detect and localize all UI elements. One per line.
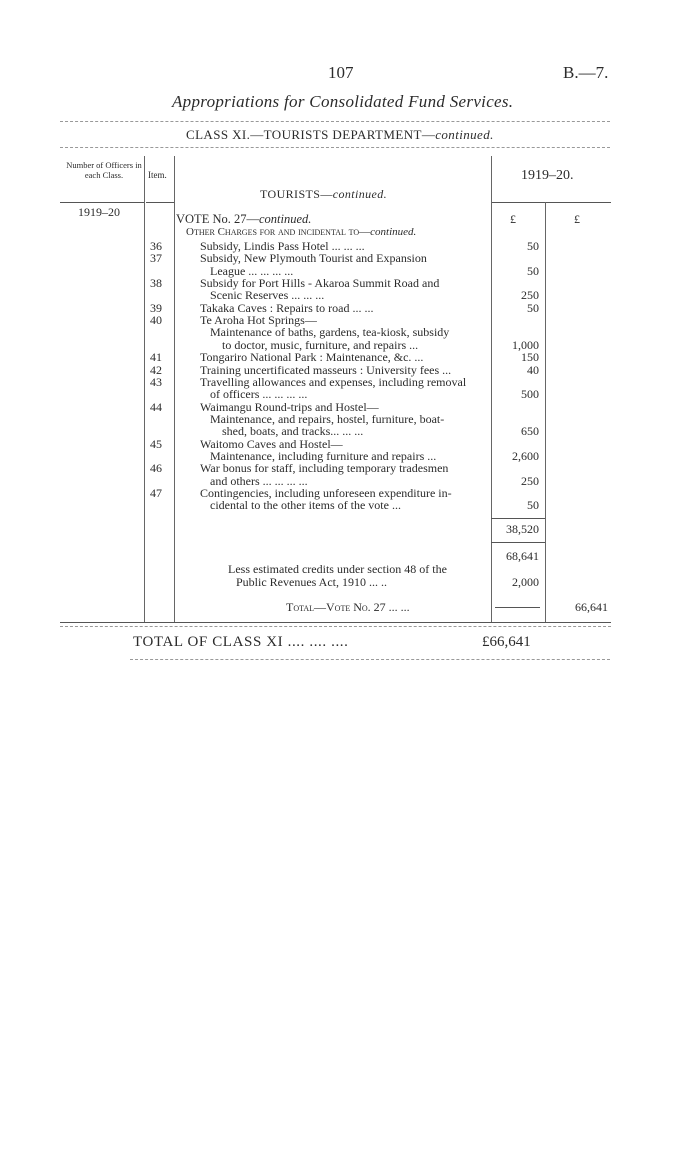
item-number: 44 xyxy=(150,399,162,414)
vote-total-label: Total—Vote No. 27 ... ... xyxy=(286,600,410,614)
column-rule xyxy=(144,156,145,622)
subtotal-amount: 38,520 xyxy=(506,522,539,536)
divider xyxy=(60,121,610,122)
total-rule xyxy=(495,607,540,608)
class-total-label: TOTAL OF CLASS XI .... .... .... xyxy=(133,634,349,650)
item-number: 47 xyxy=(150,486,162,500)
divider xyxy=(60,626,611,627)
item-description: Travelling allowances and expenses, including removal xyxy=(200,375,467,389)
class-heading xyxy=(186,127,494,143)
item-description: Subsidy, New Plymouth Tourist and Expansion xyxy=(200,252,427,266)
item-description: to doctor, music, furniture, and repairs ... xyxy=(222,338,419,352)
item-description: Te Aroha Hot Springs— xyxy=(200,314,317,328)
section-heading-continued: continued. xyxy=(332,187,388,201)
vote-title-continued: continued. xyxy=(258,212,312,226)
item-amount: 150 xyxy=(521,350,539,365)
column-rule xyxy=(545,202,546,622)
item-description: Takaka Caves : Repairs to road ... ... xyxy=(200,301,374,315)
divider xyxy=(130,659,610,660)
column-rule xyxy=(174,156,175,622)
item-number: 41 xyxy=(150,350,162,365)
item-description: League ... ... ... ... xyxy=(210,264,294,278)
item-description: Maintenance of baths, gardens, tea-kiosk, subsidy xyxy=(210,326,450,340)
item-description: cidental to the other items of the vote ... xyxy=(210,499,401,513)
item-amount: 2,600 xyxy=(512,448,539,463)
item-description: Training uncertificated masseurs : University fees ... xyxy=(200,363,452,377)
item-amount: 40 xyxy=(527,362,539,377)
item-description: Tongariro National Park : Maintenance, &c. ... xyxy=(200,351,424,365)
currency-symbol: £ xyxy=(510,212,516,226)
item-description: Scenic Reserves ... ... ... xyxy=(210,289,325,303)
header-rule xyxy=(146,202,174,203)
item-description: Subsidy for Port Hills - Akaroa Summit Road and xyxy=(200,277,440,291)
item-number: 38 xyxy=(150,276,162,291)
column-header-officers: Number of Officers in each Class. xyxy=(66,160,142,180)
item-amount: 650 xyxy=(521,424,539,439)
item-description: Waimangu Round-trips and Hostel— xyxy=(200,400,379,414)
item-description: Subsidy, Lindis Pass Hotel ... ... ... xyxy=(200,240,365,253)
item-amount: 50 xyxy=(527,239,539,253)
subtotal-rule xyxy=(491,518,545,519)
document-reference: B.—7. xyxy=(563,63,609,82)
vote-subheading-continued: continued. xyxy=(370,226,417,238)
item-number: 37 xyxy=(150,251,162,266)
vote-title xyxy=(176,212,311,227)
table-bottom-rule xyxy=(60,622,611,623)
officers-year: 1919–20 xyxy=(78,205,120,219)
item-amount: 1,000 xyxy=(512,337,539,352)
item-number: 36 xyxy=(150,239,162,253)
item-amount: 250 xyxy=(521,288,539,303)
item-number: 45 xyxy=(150,436,162,451)
item-description: Maintenance, and repairs, hostel, furniture, boat- xyxy=(210,412,445,426)
item-number: 43 xyxy=(150,374,162,389)
class-heading-text: CLASS XI.—TOURISTS DEPARTMENT— xyxy=(186,127,436,142)
page-title: Appropriations for Consolidated Fund Services. xyxy=(172,92,514,111)
subtotal-amount: 68,641 xyxy=(506,549,539,563)
vote-subheading-text: Other Charges for and incidental to— xyxy=(186,226,371,238)
less-credits-text: Less estimated credits under section 48 of the xyxy=(228,562,447,576)
vote-title-text: VOTE No. 27— xyxy=(176,212,259,226)
item-description: and others ... ... ... ... xyxy=(210,474,308,488)
header-rule xyxy=(491,202,611,203)
subtotal-rule xyxy=(491,542,545,543)
section-heading-text: TOURISTS— xyxy=(260,187,333,201)
class-total-amount: £66,641 xyxy=(482,634,531,650)
header-rule xyxy=(60,202,144,203)
section-heading xyxy=(260,187,387,202)
item-description: of officers ... ... ... ... xyxy=(210,388,308,402)
column-header-item: Item. xyxy=(148,170,167,180)
item-description: Contingencies, including unforeseen expenditure in- xyxy=(200,487,452,500)
item-description: shed, boats, and tracks... ... ... xyxy=(222,425,364,439)
currency-symbol: £ xyxy=(574,212,580,226)
divider xyxy=(60,147,610,148)
page-number: 107 xyxy=(328,63,354,82)
item-amount: 500 xyxy=(521,387,539,402)
class-heading-continued: continued. xyxy=(435,127,494,142)
item-description: War bonus for staff, including temporary tradesmen xyxy=(200,462,449,476)
vote-subheading xyxy=(186,226,416,238)
item-number: 40 xyxy=(150,313,162,328)
less-credits-amount: 2,000 xyxy=(512,575,539,589)
item-number: 39 xyxy=(150,300,162,315)
item-amount: 50 xyxy=(527,263,539,278)
item-number: 46 xyxy=(150,461,162,476)
item-amount: 50 xyxy=(527,498,539,513)
item-description: Waitomo Caves and Hostel— xyxy=(200,437,343,451)
item-amount: 50 xyxy=(527,300,539,315)
item-number: 42 xyxy=(150,362,162,377)
less-credits-text: Public Revenues Act, 1910 ... .. xyxy=(236,575,387,589)
vote-total-amount: 66,641 xyxy=(575,600,608,614)
column-header-year: 1919–20. xyxy=(521,168,574,183)
item-amount: 250 xyxy=(521,473,539,488)
item-description: Maintenance, including furniture and repairs ... xyxy=(210,449,437,463)
